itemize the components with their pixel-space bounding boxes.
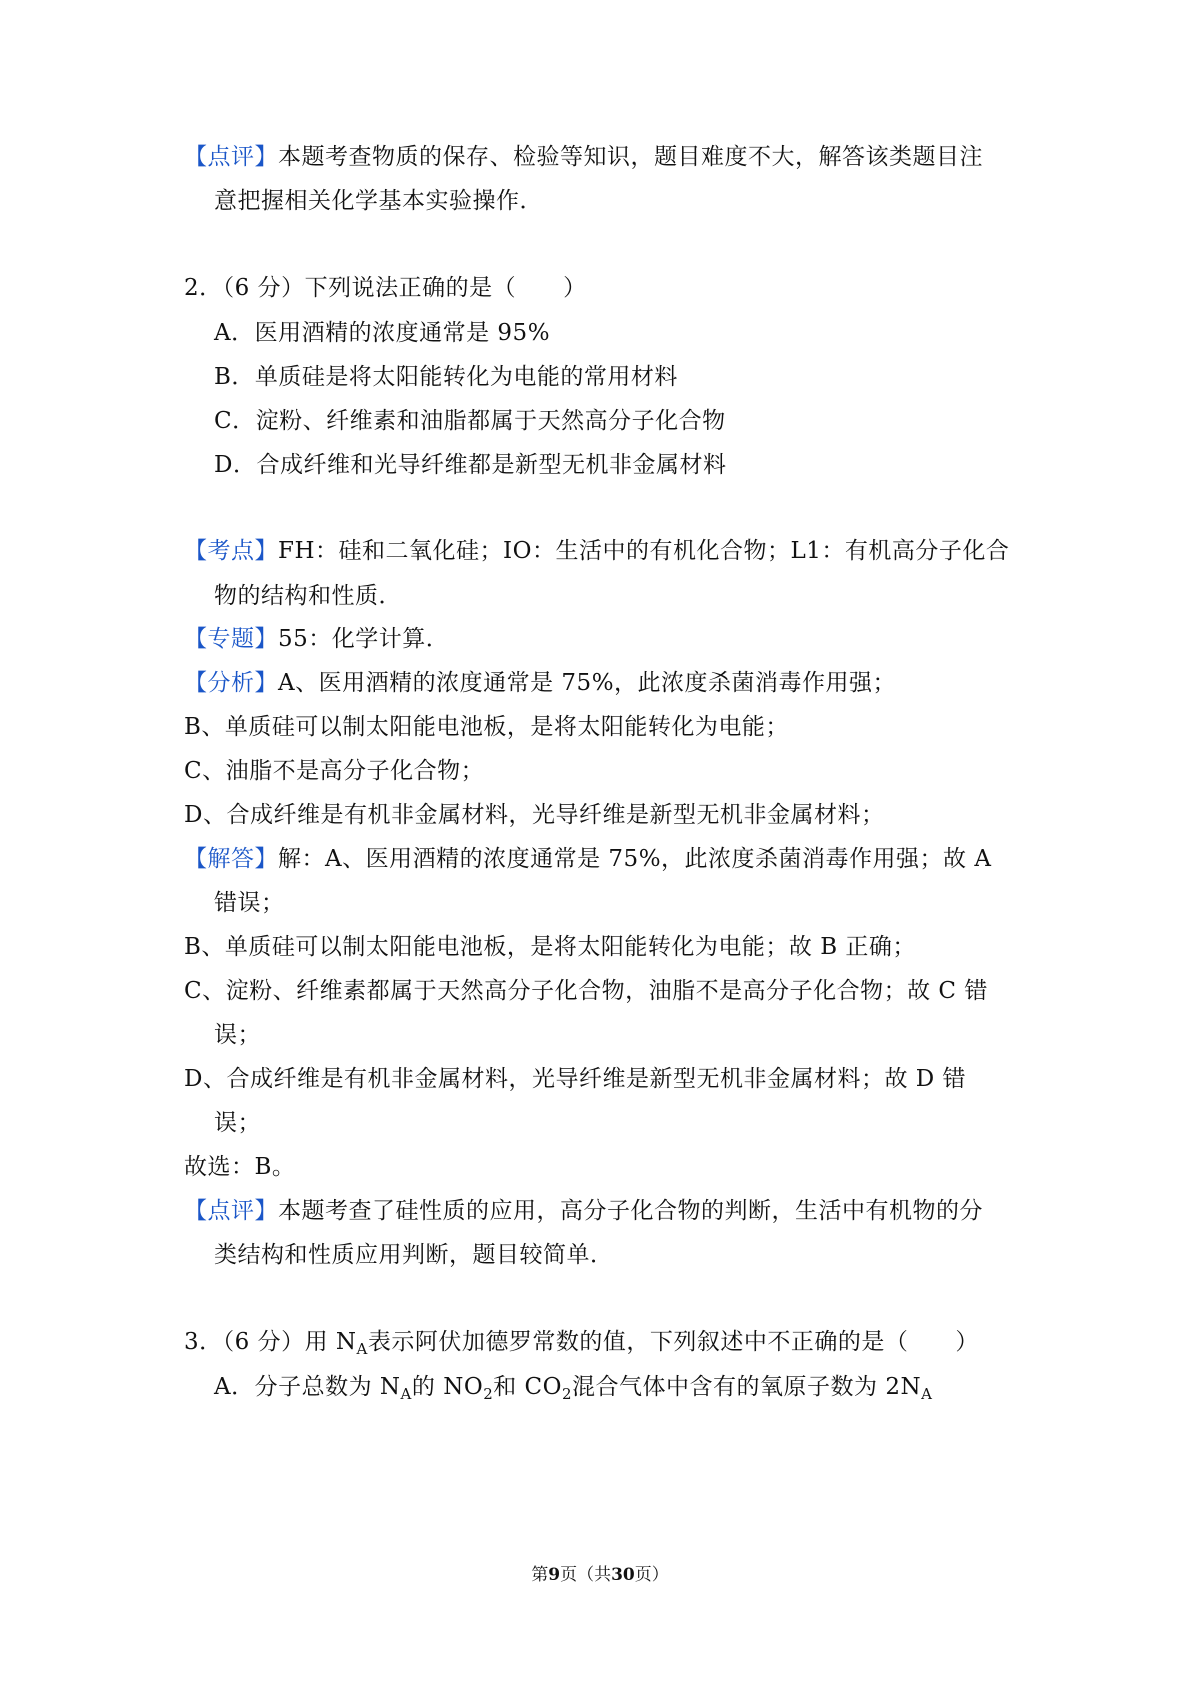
subscript: A [921, 1385, 933, 1403]
question3-stem-part: 表示阿伏加德罗常数的值，下列叙述中不正确的是（ ） [367, 1329, 979, 1355]
jieda-paragraph [184, 843, 991, 875]
subscript: 2 [483, 1385, 494, 1403]
option-c: C．淀粉、纤维素和油脂都属于天然高分子化合物 [214, 408, 726, 434]
jieda-text: 解：A、医用酒精的浓度通常是 75%，此浓度杀菌消毒作用强；故 A [278, 846, 992, 872]
zhuanti-paragraph [184, 623, 449, 655]
review-text-continued: 意把握相关化学基本实验操作． [214, 188, 543, 214]
fenxi-tag: 【分析】 [184, 670, 278, 696]
option-a: A．医用酒精的浓度通常是 95% [214, 320, 551, 346]
review-tag: 【点评】 [184, 144, 278, 170]
subscript: 2 [562, 1385, 573, 1403]
fenxi-text: A、医用酒精的浓度通常是 75%，此浓度杀菌消毒作用强； [278, 670, 897, 696]
jieda-answer: 故选：B。 [184, 1154, 296, 1180]
question3-stem [184, 1326, 979, 1365]
review2-text-continued: 类结构和性质应用判断，题目较简单． [214, 1242, 614, 1268]
jieda-line-6: D、合成纤维是有机非金属材料，光导纤维是新型无机非金属材料；故 D 错 [184, 1066, 967, 1092]
review-paragraph [184, 141, 983, 173]
fenxi-line-d: D、合成纤维是有机非金属材料，光导纤维是新型无机非金属材料； [184, 802, 885, 828]
review2-text: 本题考查了硅性质的应用，高分子化合物的判断，生活中有机物的分 [278, 1198, 983, 1224]
option-text: 和 CO [493, 1374, 562, 1400]
total-pages: 30 [611, 1565, 635, 1585]
jieda-tag: 【解答】 [184, 846, 278, 872]
question3-option-a [214, 1371, 932, 1410]
kaodian-tag: 【考点】 [184, 538, 278, 564]
kaodian-text-continued: 物的结构和性质． [214, 583, 402, 609]
review2-tag: 【点评】 [184, 1198, 278, 1224]
zhuanti-text: 55：化学计算． [278, 626, 450, 652]
fenxi-line-c: C、油脂不是高分子化合物； [184, 758, 485, 784]
page-footer [0, 1563, 1200, 1587]
option-d: D．合成纤维和光导纤维都是新型无机非金属材料 [214, 452, 727, 478]
footer-text: 页（共 [560, 1565, 612, 1585]
jieda-line-5: 误； [214, 1022, 261, 1048]
kaodian-text: FH：硅和二氧化硅；IO：生活中的有机化合物；L1：有机高分子化合 [278, 538, 1010, 564]
jieda-line-7: 误； [214, 1110, 261, 1136]
review2-paragraph [184, 1195, 983, 1227]
question3-stem-part: 3．（6 分）用 N [184, 1329, 357, 1355]
subscript: A [400, 1385, 412, 1403]
option-text: 的 NO [411, 1374, 484, 1400]
option-text: 混合气体中含有的氧原子数为 2N [572, 1374, 922, 1400]
option-b: B．单质硅是将太阳能转化为电能的常用材料 [214, 364, 678, 390]
footer-text: 第 [531, 1565, 549, 1585]
jieda-line-4: C、淀粉、纤维素都属于天然高分子化合物，油脂不是高分子化合物；故 C 错 [184, 978, 988, 1004]
question-stem: 2．（6 分）下列说法正确的是（ ） [184, 275, 587, 301]
fenxi-paragraph [184, 667, 896, 699]
page-number: 9 [548, 1565, 561, 1585]
option-text: A．分子总数为 N [214, 1374, 401, 1400]
jieda-line-3: B、单质硅可以制太阳能电池板，是将太阳能转化为电能；故 B 正确； [184, 934, 916, 960]
jieda-line-2: 错误； [214, 890, 285, 916]
zhuanti-tag: 【专题】 [184, 626, 278, 652]
subscript: A [356, 1340, 368, 1358]
review-text: 本题考查物质的保存、检验等知识，题目难度不大，解答该类题目注 [278, 144, 983, 170]
kaodian-paragraph [184, 535, 1009, 567]
fenxi-line-b: B、单质硅可以制太阳能电池板，是将太阳能转化为电能； [184, 714, 789, 740]
footer-text: 页） [634, 1565, 669, 1585]
